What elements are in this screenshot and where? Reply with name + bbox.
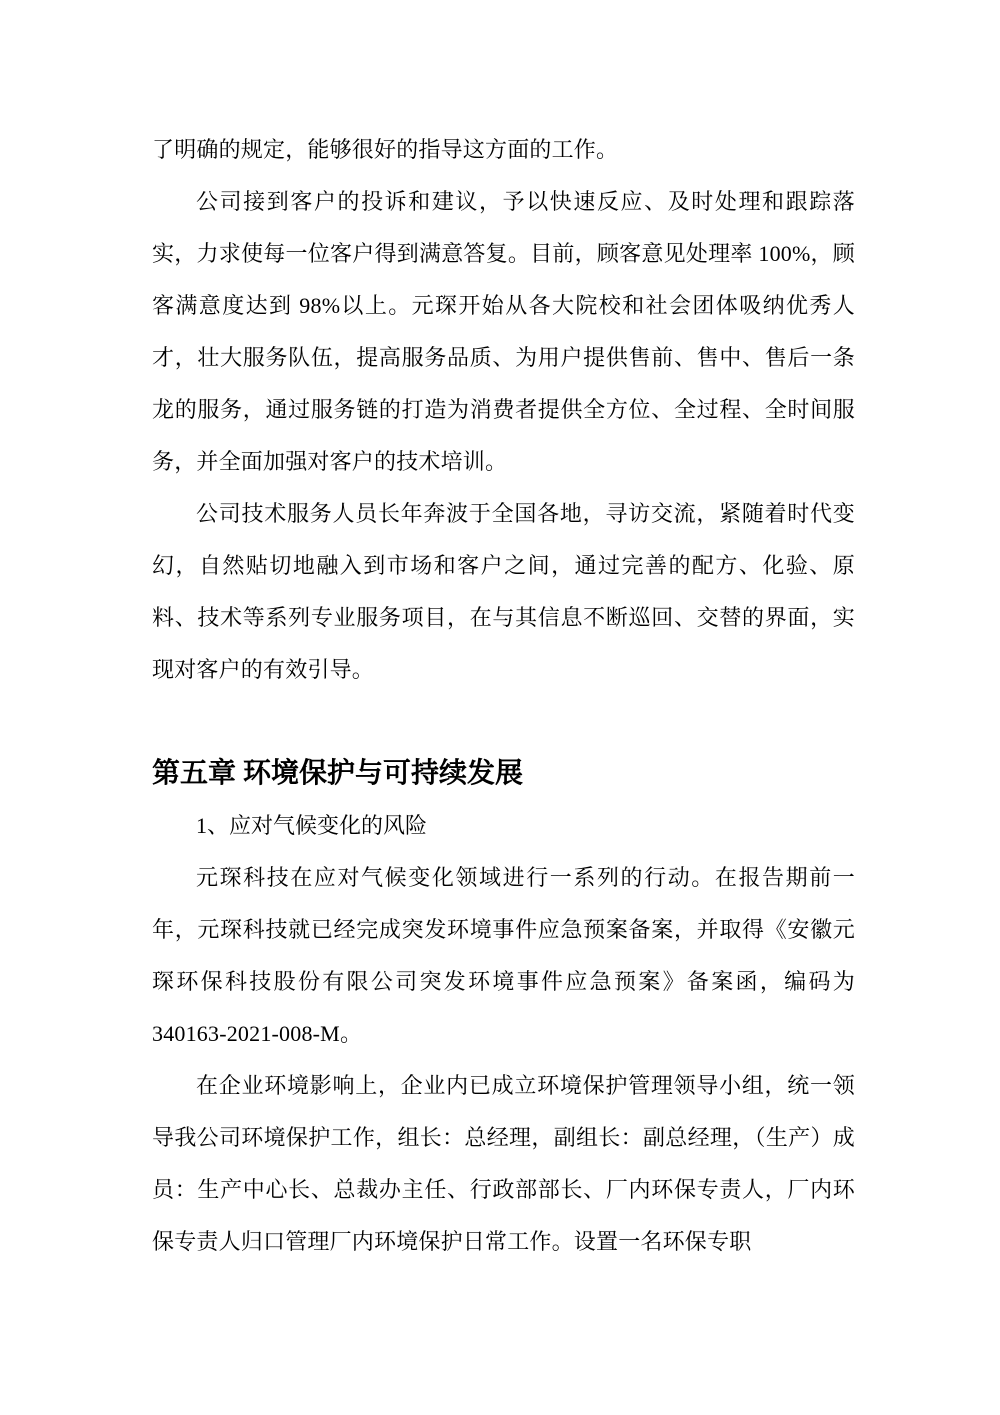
paragraph-emergency-plan: 元琛科技在应对气候变化领域进行一系列的行动。在报告期前一年，元琛科技就已经完成突发环境事件应急预案备案，并取得《安徽元琛环保科技股份有限公司突发环境事件应急预案》备案函，编码为340163-2021-008-M。 bbox=[152, 865, 855, 1046]
paragraph-customer-service: 公司接到客户的投诉和建议，予以快速反应、及时处理和跟踪落实，力求使每一位客户得到满意答复。目前，顾客意见处理率 100%，顾客满意度达到 98%以上。元琛开始从各大院校和社会团体吸纳优秀人才，壮大服务队伍，提高服务品质、为用户提供售前、售中、售后一条龙的服务，通过服务链的打造为消费者提供全方位、全过程、全时间服务，并全面加强对客户的技术培训。 bbox=[152, 189, 855, 474]
section-heading-climate-risk: 1、应对气候变化的风险 bbox=[196, 813, 428, 838]
chapter-heading: 第五章 环境保护与可持续发展 bbox=[152, 758, 524, 789]
paragraph-continuation: 了明确的规定，能够很好的指导这方面的工作。 bbox=[152, 137, 619, 162]
paragraph-environment-management: 在企业环境影响上，企业内已成立环境保护管理领导小组，统一领导我公司环境保护工作，组长：总经理，副组长：副总经理，（生产）成员：生产中心长、总裁办主任、行政部部长、厂内环保专责人，厂内环保专责人归口管理厂内环境保护日常工作。设置一名环保专职 bbox=[152, 1073, 855, 1254]
paragraph-technical-service: 公司技术服务人员长年奔波于全国各地，寻访交流，紧随着时代变幻，自然贴切地融入到市场和客户之间，通过完善的配方、化验、原料、技术等系列专业服务项目，在与其信息不断巡回、交替的界面，实现对客户的有效引导。 bbox=[152, 501, 855, 682]
